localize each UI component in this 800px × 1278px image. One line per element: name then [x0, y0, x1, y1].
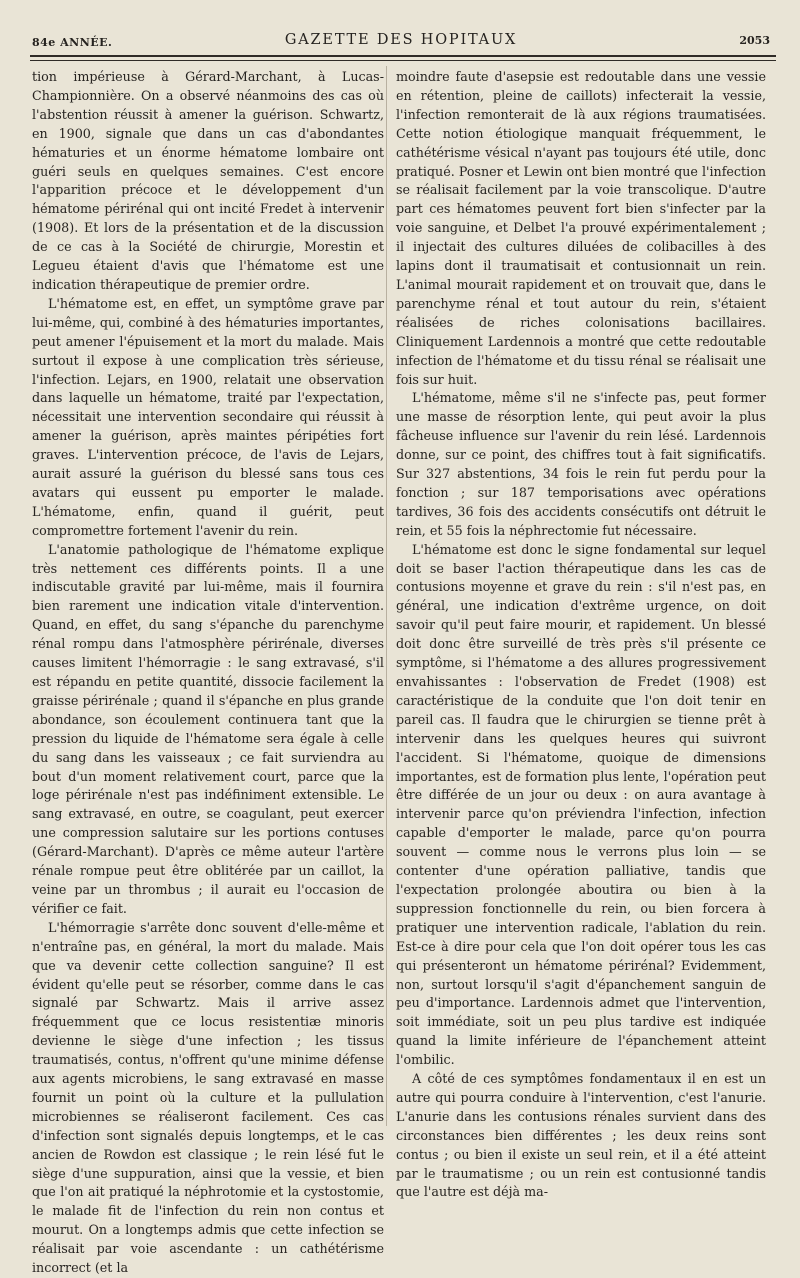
- column-divider: [386, 66, 387, 1126]
- paragraph: tion impérieuse à Gérard-Marchant, à Lucas-Championnière. On a observé néanmoins des cas où l'abstention réussit à amener la guérison. Schwartz, en 1900, signale que dans un cas d'abondantes hématuries et un énorme hématome lombaire ont guéri seuls en quelques semaines. C'est encore l'apparition précoce et le développement d'un hématome périrénal qui ont incité Fredet à intervenir (1908). Et lors de la présentation et de la discussion de ce cas à la Société de chirurgie, Morestin et Legueu étaient d'avis que l'hématome est une indication thérapeutique de premier ordre.: [32, 69, 384, 292]
- paragraph: L'hématome est donc le signe fondamental sur lequel doit se baser l'action thérapeutique dans les cas de contusions moyenne et grave du rein : s'il n'est pas, en général, une indication d'extrême urgence, on doit savoir qu'il peut faire mourir, et rapidement. Un blessé doit donc être surveillé de très près s'il présente ce symptôme, si l'hématome a des allures progressivement envahissantes : l'observation de Fredet (1908) est caractéristique de la conduite que l'on doit tenir en pareil cas. Il faudra que le chirurgien se tienne prêt à intervenir dans les quelques heures qui suivront l'accident. Si l'hématome, quoique de dimensions importantes, est de formation plus lente, l'opération peut être différée de un jour ou deux : on aura avantage à intervenir parce qu'on préviendra l'infection, infection capable d'emporter le malade, parce qu'on pourra souvent — comme nous le verrons plus loin — se contenter d'une opération palliative, tandis que l'expectation prolongée aboutira ou bien à la suppression fonctionnelle du rein, ou bien forcera à pratiquer une intervention radicale, l'ablation du rein. Est-ce à dire pour cela que l'on doit opérer tous les cas qui présenteront un hématome périrénal? Evidemment, non, surtout lorsqu'il s'agit d'épanchement sanguin de peu d'importance. Lardennois admet que l'intervention, soit immédiate, soit un peu plus tardive est indiquée quand la limite inférieure de l'épanchement atteint l'ombilic.: [396, 541, 766, 1068]
- header-rule-thick: [30, 55, 776, 57]
- paragraph: L'anatomie pathologique de l'hématome explique très nettement ces différents points. Il a une indiscutable gravité par lui-même, mais il fournira bien rarement une indication vitale d'intervention. Quand, en effet, du sang s'épanche du parenchyme rénal rompu dans l'atmosphère périrénale, diverses causes limitent l'hémorragie : le sang extravasé, s'il est répandu en petite quantité, dissocie facilement la graisse périrénale ; quand il s'épanche en plus grande abondance, son écoulement continuera tant que la pression du liquide de l'hématome sera égale à celle du sang dans les vaisseaux ; ce fait surviendra au bout d'un moment relativement court, parce que la loge périrénale n'est pas indéfiniment extensible. Le sang extravasé, en outre, se coagulant, peut exercer une compression salutaire sur les portions contuses (Gérard-Marchant). D'après ce même auteur l'artère rénale rompue peut être oblitérée par un caillot, la veine par un thrombus ; il aurait eu l'occasion de vérifier ce fait.: [32, 541, 384, 916]
- publication-title: GAZETTE DES HOPITAUX: [284, 32, 518, 48]
- paragraph: L'hématome, même s'il ne s'infecte pas, peut former une masse de résorption lente, qui peut avoir la plus fâcheuse influence sur l'avenir du rein lésé. Lardennois donne, sur ce point, des chiffres tout à fait significatifs. Sur 327 abstentions, 34 fois le rein fut perdu pour la fonction ; sur 187 temporisations avec opérations tardives, 36 fois des accidents consécutifs ont détruit le rein, et 55 fois la néphrectomie fut nécessaire.: [396, 390, 766, 538]
- paragraph: moindre faute d'asepsie est redoutable dans une vessie en rétention, pleine de caillots) infecterait la vessie, l'infection remonterait de là aux régions traumatisées. Cette notion étiologique manquait fréquemment, le cathétérisme vésical n'ayant pas toujours été utile, donc pratiqué. Posner et Lewin ont bien montré que l'infection se réalisait facilement par la voie transcolique. D'autre part ces hématomes peuvent fort bien s'infecter par la voie sanguine, et Delbet l'a prouvé expérimentalement ; il injectait des cultures diluées de colibacilles à des lapins dont il traumatisait et contusionnait un rein. L'animal mourait rapidement et on trouvait que, dans le parenchyme rénal et tout autour du rein, s'étaient réalisées de riches colonisations bacillaires. Cliniquement Lardennois a montré que cette redoutable infection de l'hématome et du tissu rénal se réalisait une fois sur huit.: [396, 69, 766, 387]
- page-header: [30, 28, 772, 52]
- paragraph: L'hémorragie s'arrête donc souvent d'elle-même et n'entraîne pas, en général, la mort du malade. Mais que va devenir cette collection sanguine? Il est évident qu'elle peut se résorber, comme dans le cas signalé par Schwartz. Mais il arrive assez fréquemment que ce locus resistentiæ minoris devienne le siège d'une infection ; les tissus traumatisés, contus, n'offrent qu'une minime défense aux agents microbiens, le sang extravasé en masse fournit un point où la culture et la pullulation microbiennes se réaliseront facilement. Ces cas d'infection sont signalés depuis longtemps, et le cas ancien de Rowdon est classique ; le rein lésé fut le siège d'une suppuration, ainsi que la vessie, et bien que l'on ait pratiqué la néphrotomie et la cystostomie, le malade fit de l'infection du rein non contus et mourut. On a longtemps admis que cette infection se réalisait par voie ascendante : un cathétérisme incorrect (et la: [32, 919, 384, 1276]
- paragraph: A côté de ces symptômes fondamentaux il en est un autre qui pourra conduire à l'intervention, c'est l'anurie. L'anurie dans les contusions rénales survient dans des circonstances bien différentes ; les deux reins sont contus ; ou bien il existe un seul rein, et il a été atteint par le traumatisme ; ou un rein est contusionné tandis que l'autre est déjà ma-: [396, 1071, 766, 1200]
- paragraph: L'hématome est, en effet, un symptôme grave par lui-même, qui, combiné à des hématuries importantes, peut amener l'épuisement et la mort du malade. Mais surtout il expose à une complication très sérieuse, l'infection. Lejars, en 1900, relatait une observation dans laquelle un hématome, traité par l'expectation, nécessitait une intervention secondaire qui réussit à amener la guérison, après maintes péripéties fort graves. L'intervention précoce, de l'avis de Lejars, aurait assuré la guérison du blessé sans tous ces avatars qui eussent pu emporter le malade. L'hématome, enfin, quand il guérit, peut compromettre fortement l'avenir du rein.: [32, 295, 384, 538]
- left-column: [32, 68, 384, 1278]
- header-rule-thin: [30, 60, 776, 61]
- page-number: 2053: [739, 34, 770, 47]
- right-column: [396, 68, 766, 1202]
- volume-label: 84e ANNÉE.: [32, 36, 113, 49]
